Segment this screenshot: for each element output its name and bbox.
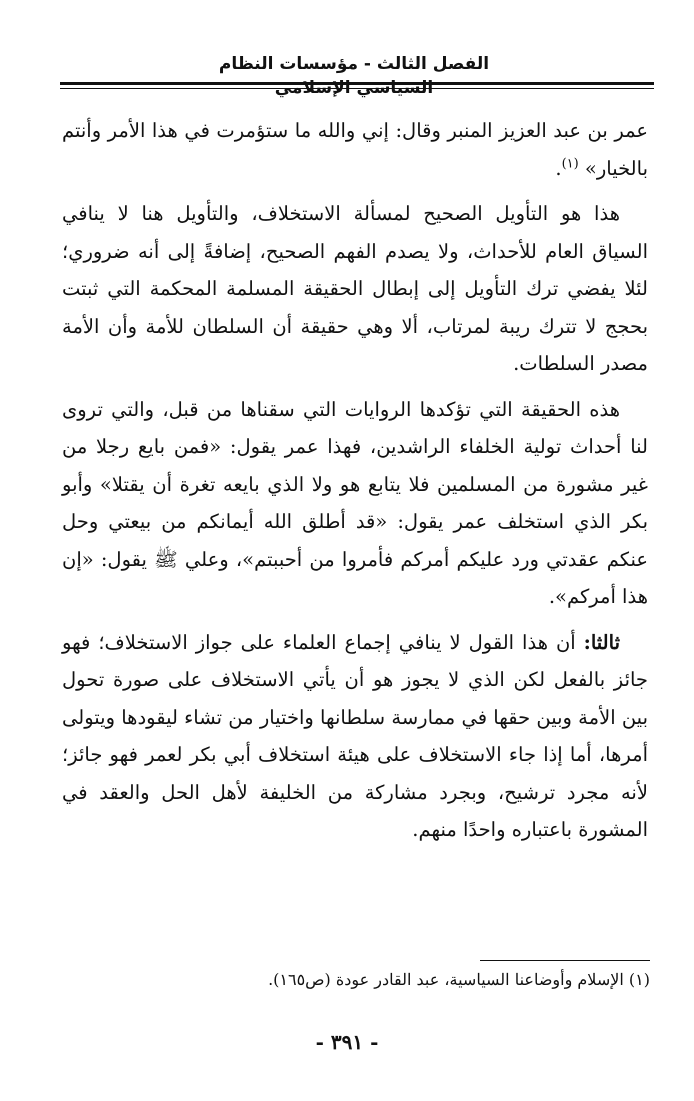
paragraph-4-text: أن هذا القول لا ينافي إجماع العلماء على جواز الاستخلاف؛ فهو جائز بالفعل لكن الذي لا يجوز هو أن يأتي الاستخلاف على صورة تحول بين الأمة وبين حقها في ممارسة سلطانها واختيار من تشاء ليقودها ويتولى أمرها، أما إذا جاء الاستخلاف على هيئة استخلاف أبي بكر لعمر فهو جائز؛ لأنه مجرد ترشيح، وبجرد مشاركة من الخليفة لأهل الحل والعقد في المشورة باعتباره واحدًا منهم. [62,630,648,841]
paragraph-1-text: عمر بن عبد العزيز المنبر وقال: إني والله ما ستؤمرت في هذا الأمر وأنتم بالخيار» [62,119,648,180]
paragraph-2-text: هذا هو التأويل الصحيح لمسألة الاستخلاف، والتأويل هنا لا ينافي السياق العام للأحداث، ولا يصدم الفهم الصحيح، إضافةً إلى أنه ضروري؛ لئلا يفضي ترك التأويل إلى إبطال الحقيقة المسلمة المحكمة التي ثبتت بحجج لا تترك ريبة لمرتاب، ألا وهي حقيقة أن السلطان للأمة وأن الأمة مصدر السلطات. [62,202,648,375]
paragraph-4-lead: ثالثا: [583,630,620,654]
paragraph-2 [62,195,648,383]
footnote-reference: (١) [561,156,579,171]
paragraph-3 [62,391,648,616]
footnote-divider [480,960,650,961]
header-rule-thick [60,82,654,85]
paragraph-1: عمر بن عبد العزيز المنبر وقال: إني والله ما ستؤمرت في هذا الأمر وأنتم بالخيار» $^{(١)}$. [62,119,648,180]
footnote: (١) الإسلام وأوضاعنا السياسية، عبد القادر عودة (ص١٦٥). [268,970,650,989]
page-number: - ٣٩١ - [315,1030,379,1054]
paragraph-4 [62,624,648,849]
header-rule-thin [60,88,654,89]
running-header: الفصل الثالث - مؤسسات النظام السياسي الإسلامي [218,54,490,98]
body-text [62,112,648,857]
paragraph-3-text: هذه الحقيقة التي تؤكدها الروايات التي سقناها من قبل، والتي تروى لنا أحداث تولية الخلفاء الراشدين، فهذا عمر يقول: «فمن بايع رجلا من غير مشورة من المسلمين فلا يتابع هو ولا الذي بايعه تغرة أن يقتلا» وأبو بكر الذي استخلف عمر يقول: «قد أطلق الله أيمانكم من بيعتي وحل عنكم عقدتي ورد عليكم أمركم فأمروا من أحببتم»، وعلي ﷺ يقول: «إن هذا أمركم». [62,397,648,608]
